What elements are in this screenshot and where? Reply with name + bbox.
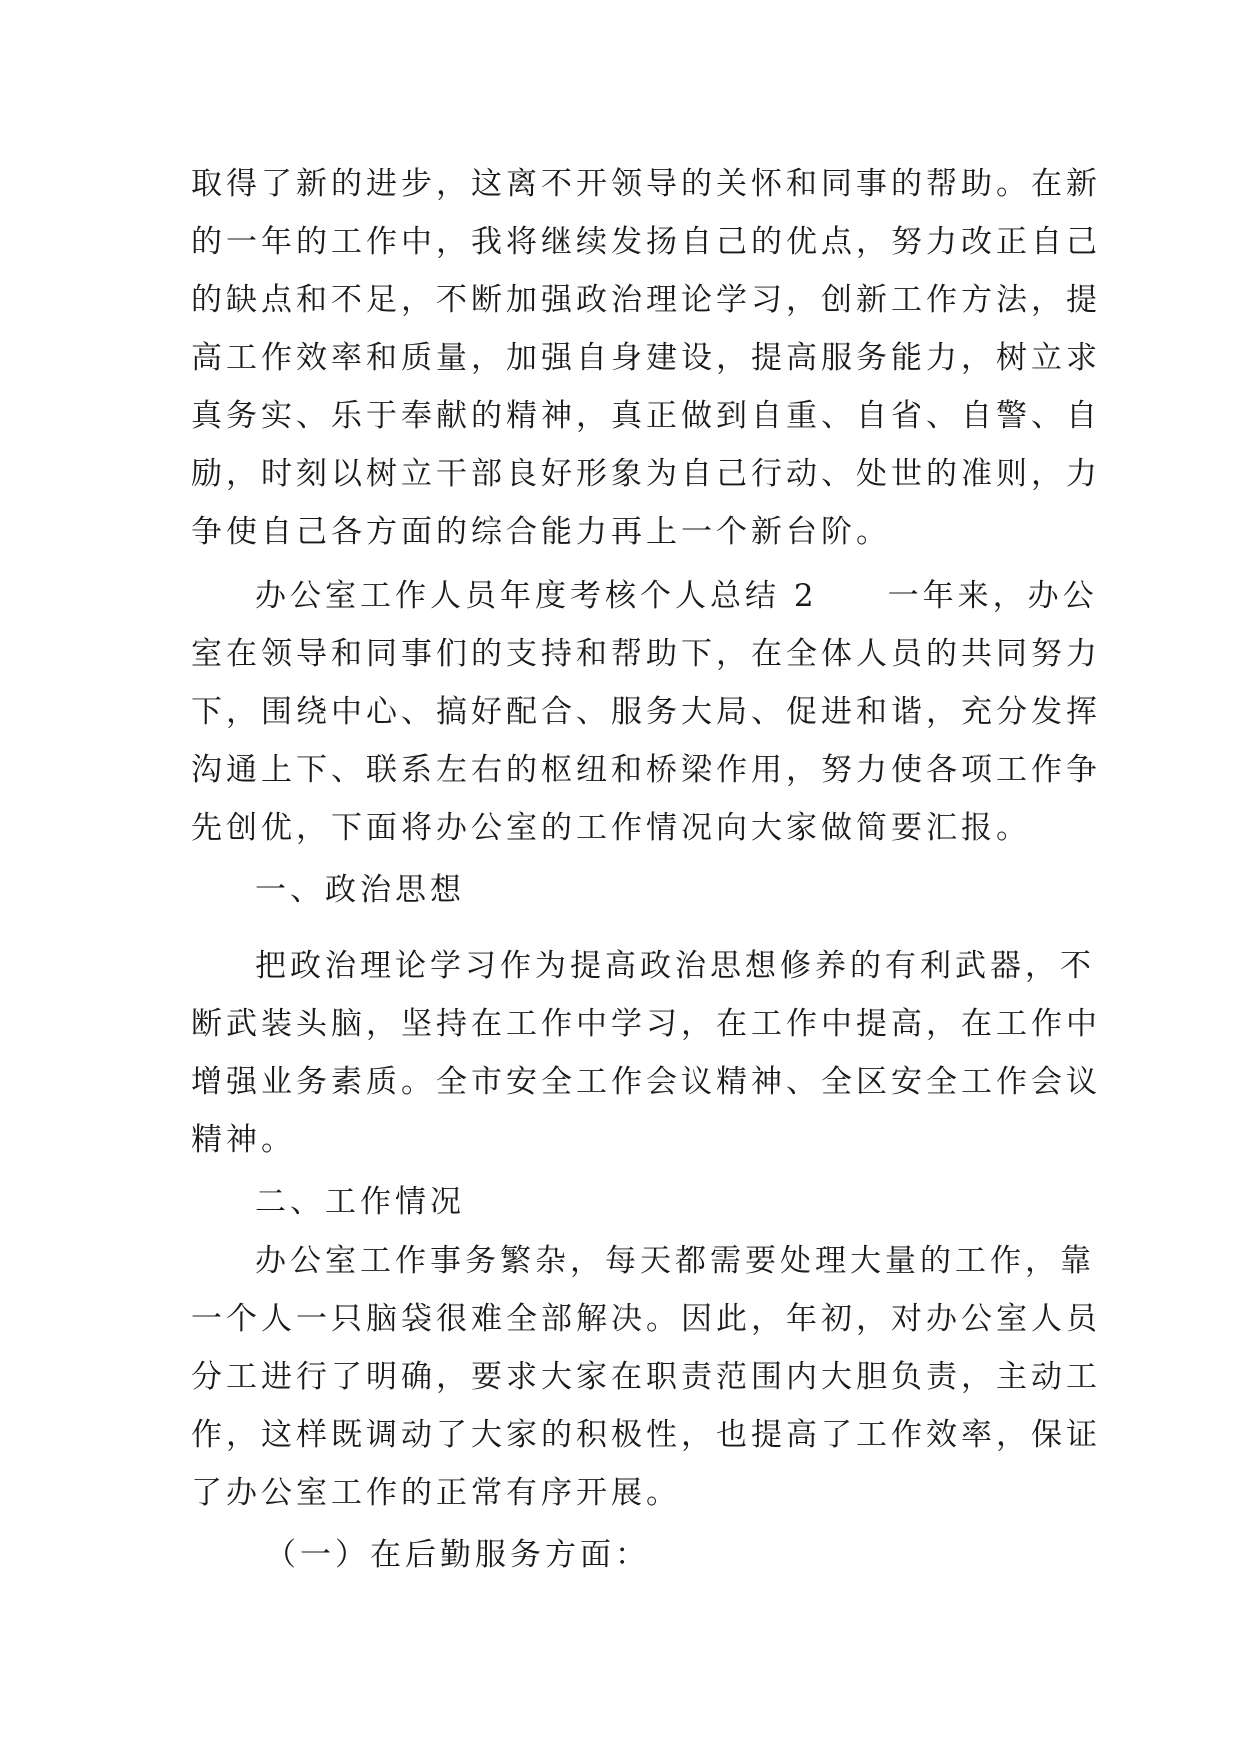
text-line: 取得了新的进步，这离不开领导的关怀和同事的帮助。在新 (191, 166, 1101, 202)
section-heading-3 (191, 1526, 1051, 1584)
text-line: 断武装头脑，坚持在工作中学习，在工作中提高，在工作中 (191, 1006, 1101, 1042)
paragraph-2 (191, 567, 1101, 857)
text-line: 精神。 (191, 1122, 296, 1158)
text-line: 沟通上下、联系左右的枢纽和桥梁作用，努力使各项工作争 (191, 752, 1101, 788)
text-line: 分工进行了明确，要求大家在职责范围内大胆负责，主动工 (191, 1359, 1101, 1395)
text-line: 室在领导和同事们的支持和帮助下，在全体人员的共同努力 (191, 636, 1101, 672)
text-line: 作，这样既调动了大家的积极性，也提高了工作效率，保证 (191, 1417, 1101, 1453)
text-line: 励，时刻以树立干部良好形象为自己行动、处世的准则，力 (191, 456, 1101, 492)
section-heading-1 (191, 861, 1051, 919)
text-line: 先创优，下面将办公室的工作情况向大家做简要汇报。 (191, 810, 1031, 846)
text-line: 一个人一只脑袋很难全部解决。因此，年初，对办公室人员 (191, 1301, 1101, 1337)
text-line: 高工作效率和质量，加强自身建设，提高服务能力，树立求 (191, 340, 1101, 376)
paragraph-4 (191, 1232, 1101, 1522)
paragraph-1 (191, 155, 1101, 561)
heading-text: （一）在后勤服务方面： (265, 1537, 650, 1573)
text-line: 争使自己各方面的综合能力再上一个新台阶。 (191, 514, 891, 550)
heading-text: 一、政治思想 (255, 872, 465, 908)
text-line: 的缺点和不足，不断加强政治理论学习，创新工作方法，提 (191, 282, 1101, 318)
text-line: 增强业务素质。全市安全工作会议精神、全区安全工作会议 (191, 1064, 1101, 1100)
heading-text: 二、工作情况 (255, 1184, 465, 1220)
text-line: 下，围绕中心、搞好配合、服务大局、促进和谐，充分发挥 (191, 694, 1101, 730)
text-line: 真务实、乐于奉献的精神，真正做到自重、自省、自警、自 (191, 398, 1101, 434)
text-line: 把政治理论学习作为提高政治思想修养的有利武器，不 (255, 948, 1095, 984)
paragraph-3 (191, 937, 1101, 1169)
text-line: 办公室工作人员年度考核个人总结 2 一年来，办公 (255, 578, 1098, 614)
section-heading-2 (191, 1173, 1051, 1231)
text-line: 办公室工作事务繁杂，每天都需要处理大量的工作，靠 (255, 1243, 1095, 1279)
text-line: 了办公室工作的正常有序开展。 (191, 1475, 681, 1511)
text-line: 的一年的工作中，我将继续发扬自己的优点，努力改正自己 (191, 224, 1101, 260)
